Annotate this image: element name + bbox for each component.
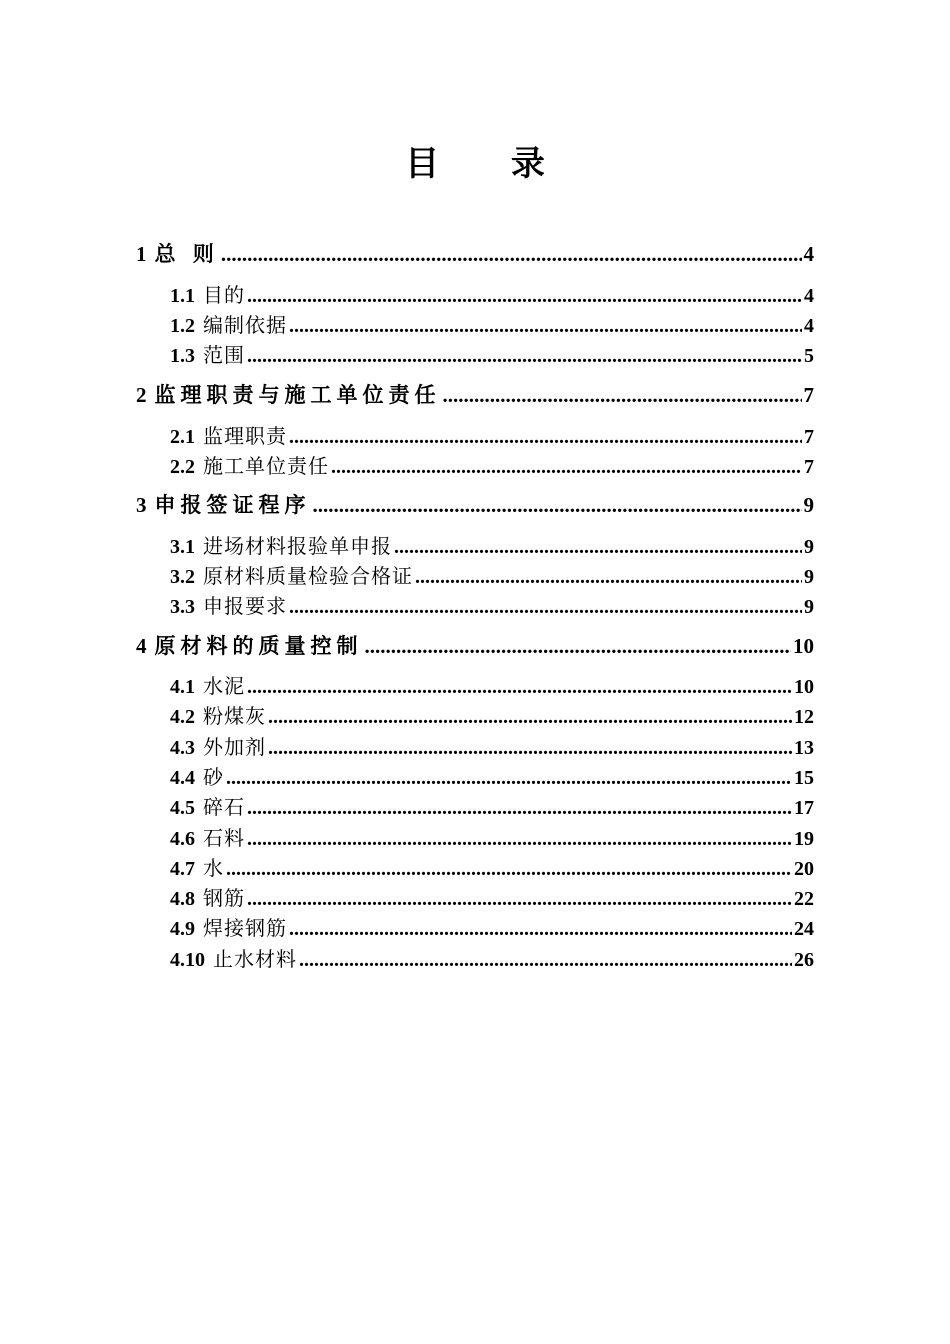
toc-entry-page: 7: [803, 383, 814, 407]
toc-entry-4-5[interactable]: [170, 791, 814, 820]
toc-entry-number: 4.1: [170, 676, 195, 698]
toc-entry-number: 2.1: [170, 426, 195, 448]
toc-entry-page: 4: [803, 242, 814, 266]
toc-entry-page: 12: [794, 706, 814, 728]
toc-entry-page: 4: [804, 285, 814, 307]
toc-entry-4-6[interactable]: [170, 822, 814, 851]
toc-entry-title: 范围: [203, 343, 245, 367]
toc-entry-1-3[interactable]: [170, 339, 814, 368]
toc-entry-title: 水: [203, 856, 224, 880]
toc-entry-page: 10: [794, 676, 814, 698]
dot-leader: [247, 828, 792, 851]
dot-leader: [268, 737, 792, 760]
toc-entry-3-1[interactable]: [170, 530, 814, 559]
toc-entry-number: 2.2: [170, 456, 195, 478]
dot-leader: [247, 797, 792, 820]
dot-leader: [226, 767, 792, 790]
toc-entry-page: 24: [794, 918, 814, 940]
toc-entry-page: 7: [804, 456, 814, 478]
toc-entry-title: 监理职责与施工单位责任: [154, 382, 441, 407]
toc-entry-4-1[interactable]: [170, 670, 814, 699]
toc-entry-title: 原材料质量检验合格证: [203, 564, 413, 588]
dot-leader: [289, 426, 802, 449]
toc-entry-page: 13: [794, 737, 814, 759]
toc-entry-title: 进场材料报验单申报: [203, 534, 392, 558]
dot-leader: [394, 536, 802, 559]
toc-entry-4-9[interactable]: [170, 912, 814, 941]
toc-entry-page: 26: [794, 949, 814, 971]
dot-leader: [221, 242, 802, 267]
toc-entry-number: 4.8: [170, 888, 195, 910]
toc-entry-number: 1.3: [170, 345, 195, 367]
toc-entry-4-2[interactable]: [170, 700, 814, 729]
dot-leader: [299, 949, 792, 972]
dot-leader: [289, 315, 802, 338]
dot-leader: [247, 345, 802, 368]
toc-entry-number: 4.10: [170, 949, 205, 971]
dot-leader: [313, 493, 802, 518]
toc-entry-number: 4.6: [170, 828, 195, 850]
toc-entry-title: 编制依据: [203, 313, 287, 337]
toc-entry-title: 焊接钢筋: [203, 916, 287, 940]
toc-entry-title: 申报签证程序: [154, 492, 311, 517]
dot-leader: [443, 383, 802, 408]
toc-entry-page: 4: [804, 315, 814, 337]
toc-entry-4[interactable]: [136, 630, 814, 660]
toc-entry-number: 4.3: [170, 737, 195, 759]
toc-entry-page: 9: [804, 566, 814, 588]
toc-entry-number: 4.4: [170, 767, 195, 789]
toc-entry-3-3[interactable]: [170, 590, 814, 619]
toc-entry-page: 10: [793, 634, 814, 658]
dot-leader: [247, 285, 802, 308]
toc-entry-number: 4.9: [170, 918, 195, 940]
toc-entry-page: 9: [803, 493, 814, 517]
toc-entry-4-10[interactable]: [170, 943, 814, 972]
toc-entry-number: 4.5: [170, 797, 195, 819]
toc-entry-title: 粉煤灰: [203, 704, 266, 728]
dot-leader: [268, 706, 792, 729]
dot-leader: [415, 566, 802, 589]
dot-leader: [226, 858, 792, 881]
toc-entry-title: 申报要求: [203, 594, 287, 618]
toc-entry-title: 砂: [203, 765, 224, 789]
dot-leader: [289, 918, 792, 941]
toc-entry-number: 4: [136, 634, 147, 658]
toc-entry-number: 1.2: [170, 315, 195, 337]
toc-entry-number: 1.1: [170, 285, 195, 307]
toc-entry-2[interactable]: [136, 379, 814, 409]
toc-entry-page: 15: [794, 767, 814, 789]
toc-entry-title: 原材料的质量控制: [154, 633, 363, 658]
toc-entry-number: 3.3: [170, 596, 195, 618]
dot-leader: [247, 888, 792, 911]
toc-entry-title: 总 则: [154, 241, 219, 266]
toc-entry-4-3[interactable]: [170, 731, 814, 760]
toc-entry-4-4[interactable]: [170, 761, 814, 790]
toc-entry-page: 22: [794, 888, 814, 910]
dot-leader: [365, 634, 792, 659]
toc-entry-title: 施工单位责任: [203, 454, 329, 478]
toc-entry-page: 9: [804, 536, 814, 558]
toc-entry-number: 4.7: [170, 858, 195, 880]
toc-entry-page: 20: [794, 858, 814, 880]
toc-entry-2-1[interactable]: [170, 420, 814, 449]
toc-entry-number: 2: [136, 383, 147, 407]
toc-entry-title: 钢筋: [203, 886, 245, 910]
toc-entry-number: 3.1: [170, 536, 195, 558]
dot-leader: [247, 676, 792, 699]
toc-entry-number: 3: [136, 493, 147, 517]
toc-entry-3-2[interactable]: [170, 560, 814, 589]
toc-entry-title: 目的: [203, 283, 245, 307]
toc-title: 目 录: [405, 144, 575, 184]
toc-entry-page: 17: [794, 797, 814, 819]
toc-entry-page: 7: [804, 426, 814, 448]
toc-entry-page: 9: [804, 596, 814, 618]
toc-entry-page: 19: [794, 828, 814, 850]
toc-entry-number: 1: [136, 242, 147, 266]
toc-entry-1[interactable]: [136, 238, 814, 268]
toc-entry-title: 石料: [203, 826, 245, 850]
toc-entry-title: 水泥: [203, 674, 245, 698]
toc-entry-number: 4.2: [170, 706, 195, 728]
toc-entry-4-8[interactable]: [170, 882, 814, 911]
toc-entry-title: 外加剂: [203, 735, 266, 759]
toc-entry-page: 5: [804, 345, 814, 367]
toc-entry-2-2[interactable]: [170, 450, 814, 479]
toc-entry-number: 3.2: [170, 566, 195, 588]
dot-leader: [331, 456, 802, 479]
dot-leader: [289, 596, 802, 619]
toc-entry-4-7[interactable]: [170, 852, 814, 881]
toc-entry-title: 碎石: [203, 795, 245, 819]
toc-entry-1-2[interactable]: [170, 309, 814, 338]
toc-entry-1-1[interactable]: [170, 279, 814, 308]
toc-entry-title: 止水材料: [213, 947, 297, 971]
toc-entry-3[interactable]: [136, 489, 814, 519]
toc-entry-title: 监理职责: [203, 424, 287, 448]
